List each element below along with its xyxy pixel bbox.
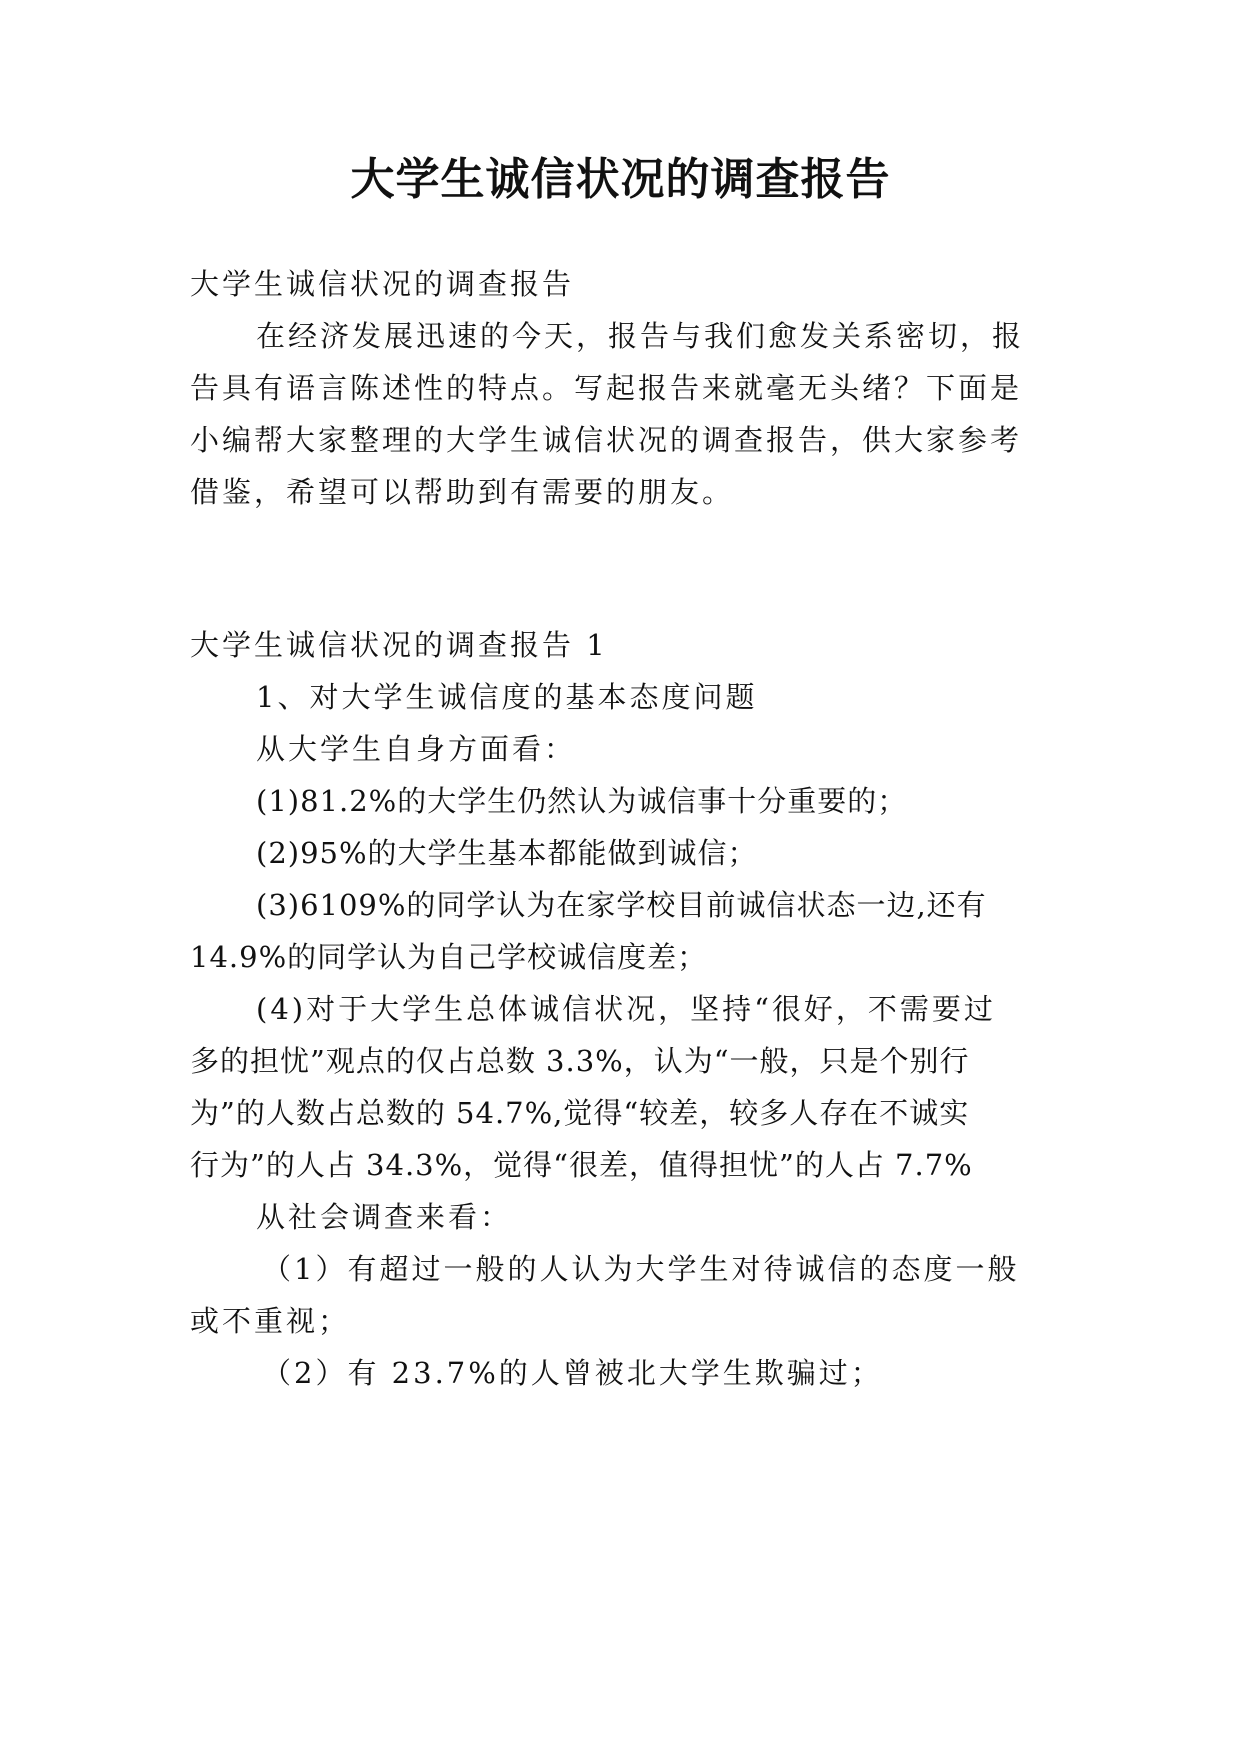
- social-item: （1）有超过一般的人认为大学生对待诚信的态度一般: [262, 1252, 1020, 1286]
- self-item: (3)6109%的同学认为在家学校目前诚信状态一边,还有: [256, 888, 987, 922]
- social-view-heading: 从社会调查来看：: [256, 1200, 513, 1234]
- document-subtitle: 大学生诚信状况的调查报告: [190, 267, 575, 301]
- self-item: 行为”的人占 34.3%，觉得“很差，值得担忧”的人占 7.7%: [190, 1148, 973, 1182]
- intro-line: 在经济发展迅速的今天，报告与我们愈发关系密切，报: [256, 319, 1025, 353]
- self-item: 为”的人数占总数的 54.7%,觉得“较差，较多人存在不诚实: [190, 1096, 970, 1130]
- section-heading: 大学生诚信状况的调查报告 1: [190, 628, 608, 662]
- intro-line: 告具有语言陈述性的特点。写起报告来就毫无头绪？下面是: [190, 371, 1023, 405]
- self-item: (1)81.2%的大学生仍然认为诚信事十分重要的；: [256, 784, 908, 818]
- social-item: 或不重视；: [190, 1304, 351, 1338]
- document-title: 大学生诚信状况的调查报告: [350, 154, 891, 205]
- intro-line: 借鉴，希望可以帮助到有需要的朋友。: [190, 475, 735, 509]
- self-item: 14.9%的同学认为自己学校诚信度差；: [190, 940, 708, 974]
- intro-line: 小编帮大家整理的大学生诚信状况的调查报告，供大家参考: [190, 423, 1023, 457]
- self-item: 多的担忧”观点的仅占总数 3.3%，认为“一般，只是个别行: [190, 1044, 970, 1078]
- social-item: （2）有 23.7%的人曾被北大学生欺骗过；: [262, 1356, 883, 1390]
- point-heading: 1、对大学生诚信度的基本态度问题: [256, 680, 758, 714]
- self-item: (4)对于大学生总体诚信状况，坚持“很好，不需要过: [256, 992, 996, 1026]
- self-item: (2)95%的大学生基本都能做到诚信；: [256, 836, 758, 870]
- self-view-heading: 从大学生自身方面看：: [256, 732, 577, 766]
